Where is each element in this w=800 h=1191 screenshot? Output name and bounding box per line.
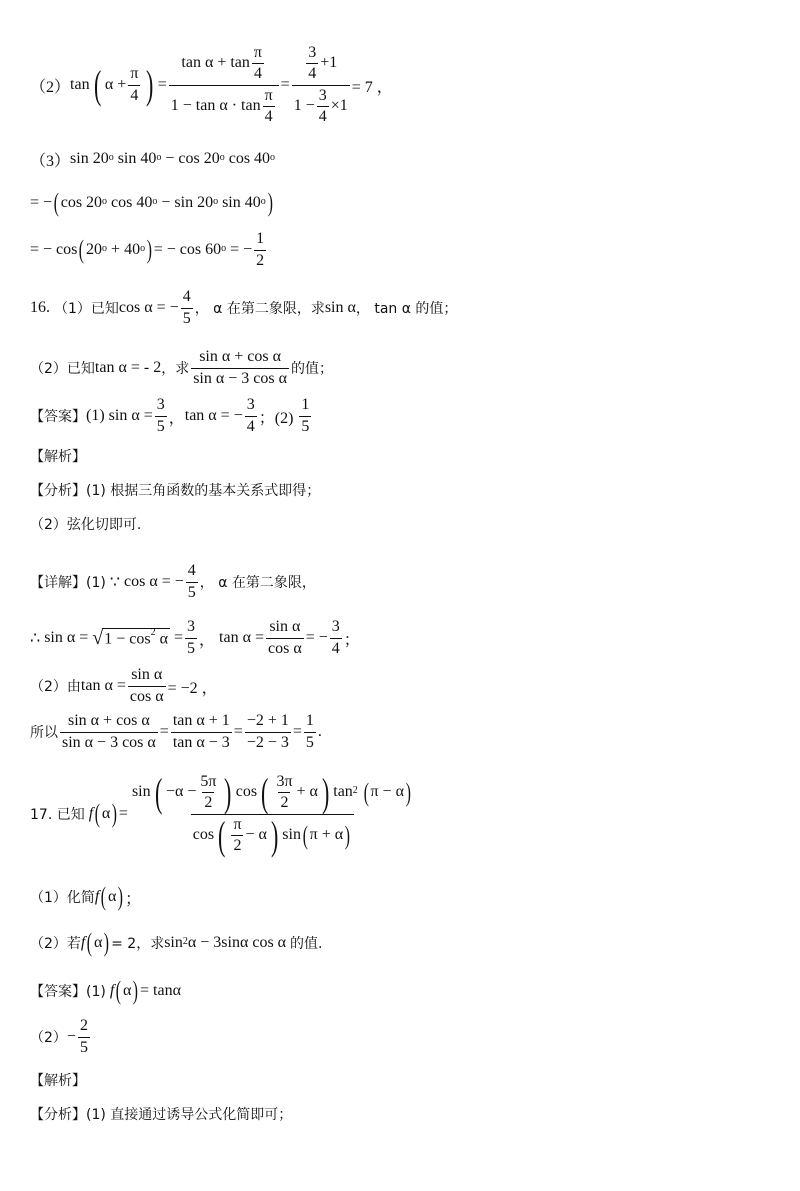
detail-line-3 [30, 664, 218, 708]
text: ， [168, 409, 185, 427]
numerator: π [264, 86, 273, 104]
denominator: 4 [246, 417, 255, 435]
answer-17-part1 [30, 978, 181, 1004]
text: tan α = [219, 629, 264, 646]
text: cos 40 [111, 194, 153, 211]
question-17 [30, 768, 417, 860]
text: (1) [86, 407, 105, 424]
denominator: −2 − 3 [246, 733, 289, 751]
denominator: 5 [301, 417, 310, 435]
fraction [330, 618, 342, 658]
question-16-part2 [30, 346, 333, 390]
text: sin [282, 826, 301, 844]
denominator: 5 [187, 583, 196, 601]
numerator: 3 [246, 396, 255, 414]
text: ∴ [30, 630, 41, 647]
exponent: 2 [150, 626, 156, 638]
paren: ( [363, 777, 369, 807]
fraction [181, 288, 193, 328]
paren: ) [133, 976, 139, 1005]
text: （2） [30, 1030, 67, 1046]
text: = − [30, 194, 53, 211]
fenxi-line-3: 【分析】(1) 直接通过诱导公式化简即可； [30, 1107, 293, 1123]
text: = −2 ， [167, 679, 218, 697]
fenxi-line-2: （2）弦化切即可. [30, 517, 142, 533]
answer-tag: 【答案】(1) [30, 984, 106, 1000]
text: ， [199, 631, 216, 649]
text: α [101, 805, 111, 822]
denominator: cos α [268, 639, 302, 657]
text: f [80, 934, 86, 951]
question-17-part2 [30, 930, 323, 956]
text: = [157, 76, 167, 93]
text: sin 40 [117, 150, 157, 167]
fraction [198, 773, 218, 813]
degree: o [156, 151, 162, 163]
paren: ) [267, 188, 273, 217]
fraction [299, 396, 311, 436]
text: cos α = − [124, 573, 184, 590]
fraction [171, 712, 232, 752]
text: = [159, 723, 169, 740]
question-17-part1 [30, 884, 141, 910]
text: 1 − cos [104, 630, 151, 648]
text: （1）化简 [30, 890, 95, 906]
formula-line-3c [30, 228, 268, 272]
denominator: 4 [318, 107, 327, 125]
degree: o [102, 195, 108, 207]
text: ， tan α 的值； [355, 301, 458, 317]
fraction [266, 618, 304, 658]
paren: ) [270, 812, 279, 858]
paren: ( [87, 928, 93, 957]
text: tan [70, 76, 90, 93]
text: α [122, 982, 132, 999]
text: cos [192, 826, 215, 844]
text: 20 [86, 241, 103, 258]
fraction [292, 44, 350, 127]
text: ×1 [330, 97, 348, 115]
question-16 [30, 286, 457, 330]
text: sin α = [44, 629, 89, 646]
answer-16 [30, 394, 313, 438]
text: = [280, 76, 290, 93]
text: = 7 ， [351, 78, 393, 96]
formula-line-2 [30, 40, 393, 130]
text: sin α [324, 299, 356, 316]
denominator [292, 85, 350, 127]
text: 的值； [291, 361, 333, 377]
fraction [169, 44, 279, 127]
sqrt: √ $1 - \cos^2 \alpha$ [92, 626, 168, 649]
numerator: 2 [79, 1017, 88, 1035]
text: = 2，求 [111, 936, 165, 952]
fraction [245, 712, 291, 752]
paren: ( [101, 882, 107, 911]
fraction [128, 666, 166, 706]
text: α [104, 76, 114, 93]
denominator: 2 [256, 251, 265, 269]
text: − cos 20 [165, 150, 220, 167]
fraction [252, 44, 264, 84]
fraction [254, 230, 266, 270]
paren: ) [104, 928, 110, 957]
numerator: π [233, 815, 242, 833]
formula-line-3b [30, 190, 274, 216]
detail-tag: 【详解】(1) [30, 575, 106, 591]
item-label: （2） [30, 78, 71, 96]
fraction [186, 562, 198, 602]
radicand [102, 628, 170, 648]
paren: ( [79, 235, 85, 264]
denominator: sin α − 3 cos α [62, 733, 156, 751]
exponent: 2 [352, 784, 358, 796]
text: tan [333, 783, 353, 801]
fraction [231, 816, 243, 856]
denominator: 5 [305, 733, 314, 751]
text: π − α [370, 783, 404, 801]
numerator [302, 44, 339, 85]
paren: ( [93, 62, 101, 107]
text: sin [131, 783, 151, 801]
text: ，求 [161, 361, 190, 377]
numerator: 3π [276, 772, 293, 790]
numerator: sin α [131, 666, 163, 684]
denominator: 2 [204, 794, 213, 811]
paren: ( [94, 799, 101, 828]
text: − sin 20 [161, 194, 214, 211]
detail-line-1 [30, 560, 316, 604]
denominator: 5 [187, 639, 196, 657]
denominator: 2 [233, 837, 242, 854]
denominator: 4 [264, 107, 273, 125]
numerator: sin α [269, 618, 301, 636]
denominator: sin α − 3 cos α [193, 369, 287, 387]
denominator: 5 [182, 309, 191, 327]
text: 的值. [290, 936, 323, 952]
text: +1 [320, 54, 338, 72]
paren: ( [261, 769, 269, 815]
denominator [169, 85, 279, 127]
text: tan α = - 2 [94, 359, 162, 376]
text: 1 − tan α · tan [170, 97, 261, 115]
numerator: tan α + 1 [172, 712, 230, 730]
degree: o [108, 151, 114, 163]
question-number: 16. [30, 299, 50, 316]
numerator: π [130, 65, 139, 83]
text: ∵ [109, 574, 121, 591]
text: ， α 在第二象限，求 [194, 301, 325, 317]
text: = − [230, 241, 253, 258]
degree: o [152, 195, 158, 207]
text: （2）由 [30, 679, 81, 695]
numerator: 3 [331, 618, 340, 636]
text: sin α = [108, 407, 153, 424]
text: + [117, 76, 127, 93]
numerator: π [253, 43, 262, 61]
text: π + α [309, 826, 344, 844]
analysis-label-1: 【解析】 [30, 449, 86, 465]
paren: ) [344, 820, 351, 850]
degree: o [221, 242, 227, 254]
text: α − 3sinα cos α [187, 934, 287, 951]
fraction [185, 618, 197, 658]
denominator: 2 [280, 794, 289, 811]
numerator [179, 44, 268, 85]
text: ； [125, 890, 142, 908]
text: tan α = − [184, 407, 243, 424]
numerator: 3 [308, 43, 317, 61]
text: 1 − [293, 97, 315, 115]
paren: ( [218, 812, 226, 858]
numerator: 1 [256, 230, 265, 248]
degree: o [260, 195, 266, 207]
denominator [191, 814, 354, 856]
item-label: （3） [30, 152, 71, 170]
denominator: 5 [156, 417, 165, 435]
text: ， α 在第二象限， [199, 575, 316, 591]
question-number: 17. 已知 [30, 807, 85, 823]
text: f [88, 805, 94, 822]
text: − [66, 1028, 76, 1045]
text: = − cos [30, 241, 78, 258]
fraction [306, 44, 318, 84]
text: α [159, 630, 168, 648]
fraction [128, 65, 140, 105]
numerator: 1 [305, 712, 314, 730]
degree: o [270, 151, 276, 163]
analysis-label-2: 【解析】 [30, 1073, 86, 1089]
paren: ( [302, 820, 308, 850]
numerator [130, 769, 415, 815]
fraction [155, 396, 167, 436]
exponent: 2 [182, 935, 188, 947]
denominator: 5 [79, 1038, 88, 1056]
denominator: 4 [331, 639, 340, 657]
fraction [130, 769, 415, 858]
fraction [317, 87, 329, 127]
fraction [245, 396, 257, 436]
numerator: 4 [182, 288, 191, 306]
fenxi-line-1: 【分析】(1) 根据三角函数的基本关系式即得； [30, 483, 321, 499]
text: = − cos 60 [153, 241, 222, 258]
paren: ( [116, 976, 122, 1005]
paren: ( [53, 188, 59, 217]
fraction [60, 712, 158, 752]
detail-line-2 [30, 616, 360, 660]
fraction [191, 348, 289, 388]
numerator: 3 [156, 396, 165, 414]
text: sin 40 [222, 194, 261, 211]
text: f [109, 982, 115, 999]
text: f [94, 888, 100, 905]
answer-tag: 【答案】 [30, 409, 86, 425]
paren: ) [405, 777, 411, 807]
degree: o [140, 242, 146, 254]
degree: o [213, 195, 219, 207]
paren: ) [111, 799, 118, 828]
paren: ) [321, 769, 330, 815]
numerator: 5π [200, 772, 217, 790]
numerator: sin α + cos α [199, 348, 281, 366]
text: （1）已知 [54, 301, 119, 317]
paren: ) [146, 62, 154, 107]
text: = − [305, 629, 328, 646]
text: tan α + tan [181, 54, 250, 72]
text: = [292, 723, 302, 740]
paren: ) [224, 769, 232, 815]
fraction [78, 1017, 90, 1057]
denominator: 4 [253, 65, 262, 83]
text: cos 20 [60, 194, 103, 211]
text: + α [296, 783, 318, 801]
text: = [233, 723, 243, 740]
numerator: −2 + 1 [246, 712, 289, 730]
denominator: tan α − 3 [172, 733, 230, 751]
text: −α − [165, 783, 197, 801]
text: − α [245, 826, 267, 844]
text: （2）若 [30, 936, 81, 952]
text: sin 20 [70, 150, 109, 167]
text: = [174, 629, 184, 646]
answer-17-part2 [30, 1014, 92, 1060]
degree: o [102, 242, 108, 254]
text: ；(2) [258, 409, 294, 427]
text: . [317, 723, 322, 740]
text: tan α = [80, 677, 126, 694]
numerator: 3 [318, 86, 327, 104]
text: 所以 [30, 725, 58, 741]
text: ； [343, 631, 360, 649]
denominator: 4 [308, 65, 317, 83]
numerator: 1 [301, 396, 310, 414]
text: α [94, 934, 103, 951]
formula-line-3 [30, 148, 275, 170]
text: α [108, 888, 117, 905]
text: = [118, 805, 128, 822]
numerator: sin α + cos α [68, 712, 150, 730]
denominator: cos α [129, 687, 164, 705]
numerator: 3 [187, 618, 196, 636]
fraction [274, 773, 294, 813]
text: cos [235, 783, 258, 801]
text: cos α = − [118, 299, 179, 316]
text: = tanα [140, 982, 181, 999]
numerator: 4 [187, 562, 196, 580]
text: sin [164, 934, 183, 951]
text: + 40 [111, 241, 141, 258]
text: （2）已知 [30, 361, 95, 377]
paren: ) [118, 882, 124, 911]
paren: ) [146, 235, 153, 264]
fraction [263, 87, 275, 127]
text: cos 40 [228, 150, 271, 167]
detail-line-4 [30, 710, 322, 754]
denominator: 4 [130, 86, 139, 104]
degree: o [219, 151, 225, 163]
fraction [304, 712, 316, 752]
paren: ( [154, 769, 162, 815]
